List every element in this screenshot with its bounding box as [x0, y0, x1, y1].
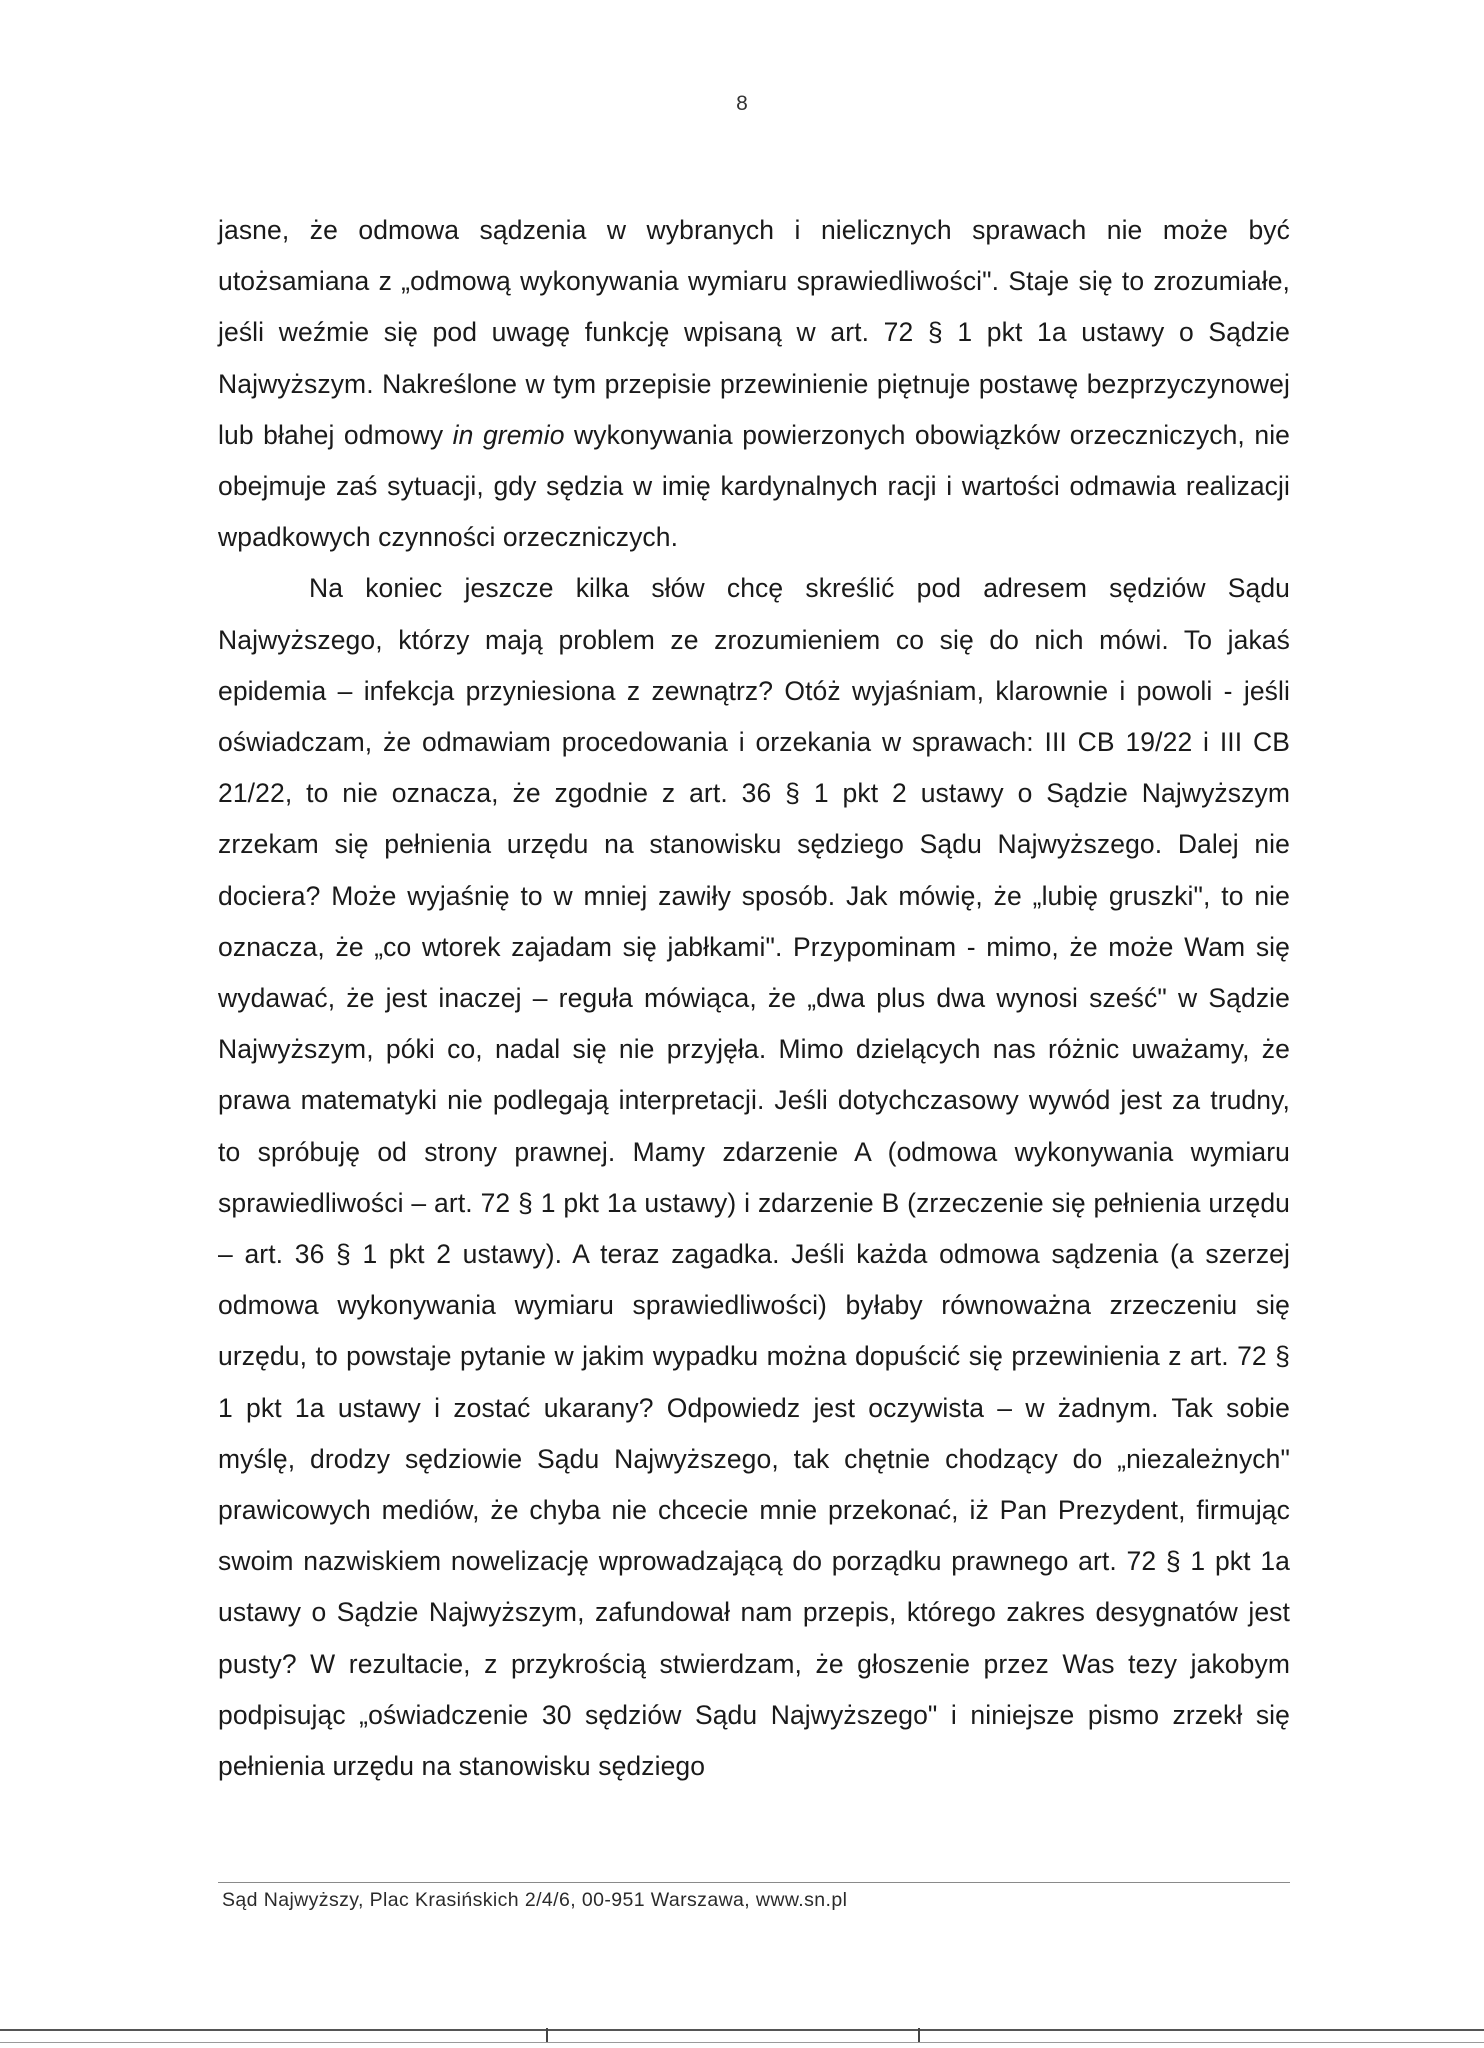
scan-edge-top [0, 2029, 1484, 2031]
paragraph-1 [218, 205, 1290, 563]
italic-run: in gremio [452, 419, 565, 450]
text-run: Na koniec jeszcze kilka słów chcę skreślić pod adresem sędziów Sądu Najwyższego, którzy mają problem ze zrozumieniem co się do nich mówi. To jakaś epidemia – infekcja przyniesiona z zewnątrz? Otóż wyjaśniam, klarownie i powoli - jeśli oświadczam, że odmawiam procedowania i orzekania w sprawach: III CB 19/22 i III CB 21/22, to nie oznacza, że zgodnie z art. 36 § 1 pkt 2 ustawy o Sądzie Najwyższym zrzekam się pełnienia urzędu na stanowisku sędziego Sądu Najwyższego. Dalej nie dociera? Może wyjaśnię to w mniej zawiły sposób. Jak mówię, że „lubię gruszki", to nie oznacza, że „co wtorek zajadam się jabłkami". Przypominam - mimo, że może Wam się wydawać, że jest inaczej – reguła mówiąca, że „dwa plus dwa wynosi sześć" w Sądzie Najwyższym, póki co, nadal się nie przyjęła. Mimo dzielących nas różnic uważamy, że prawa matematyki nie podlegają interpretacji. Jeśli dotychczasowy wywód jest za trudny, to spróbuję od strony prawnej. Mamy zdarzenie A (odmowa wykonywania wymiaru sprawiedliwości – art. 72 § 1 pkt 1a ustawy) i zdarzenie B (zrzeczenie się pełnienia urzędu – art. 36 § 1 pkt 2 ustawy). A teraz zagadka. Jeśli każda odmowa sądzenia (a szerzej odmowa wykonywania wymiaru sprawiedliwości) byłaby równoważna zrzeczeniu się urzędu, to powstaje pytanie w jakim wypadku można dopuścić się przewinienia z art. 72 § 1 pkt 1a ustawy i zostać ukarany? Odpowiedz jest oczywista – w żadnym. Tak sobie myślę, drodzy sędziowie Sądu Najwyższego, tak chętnie chodzący do „niezależnych" prawicowych mediów, że chyba nie chcecie mnie przekonać, iż Pan Prezydent, firmując swoim nazwiskiem nowelizację wprowadzającą do porządku prawnego art. 72 § 1 pkt 1a ustawy o Sądzie Najwyższym, zafundował nam przepis, którego zakres desygnatów jest pusty? W rezultacie, z przykrością stwierdzam, że głoszenie przez Was tezy jakobym podpisując „oświadczenie 30 sędziów Sądu Najwyższego" i niniejsze pismo zrzekł się pełnienia urzędu na stanowisku sędziego [218, 573, 1290, 1782]
scan-tick-right [918, 2028, 920, 2042]
body-text [218, 205, 1290, 1792]
footer-divider [218, 1882, 1290, 1883]
footer-address: Sąd Najwyższy, Plac Krasińskich 2/4/6, 00-951 Warszawa, www.sn.pl [222, 1889, 848, 1911]
page-number: 8 [736, 92, 748, 115]
scan-tick-left [546, 2028, 548, 2042]
scan-edge-bottom [0, 2042, 1484, 2043]
paragraph-2 [218, 563, 1290, 1792]
text-run: wykonywania powierzonych obowiązków orzeczniczych, nie obejmuje zaś sytuacji, gdy sędzia w imię kardynalnych racji i wartości odmawia realizacji wpadkowych czynności orzeczniczych. [218, 419, 1291, 553]
text-run: jasne, że odmowa sądzenia w wybranych i nielicznych sprawach nie może być utożsamiana z „odmową wykonywania wymiaru sprawiedliwości". Staje się to zrozumiałe, jeśli weźmie się pod uwagę funkcję wpisaną w art. 72 § 1 pkt 1a ustawy o Sądzie Najwyższym. Nakreślone w tym przepisie przewinienie piętnuje postawę bezprzyczynowej lub błahej odmowy [218, 215, 1290, 450]
